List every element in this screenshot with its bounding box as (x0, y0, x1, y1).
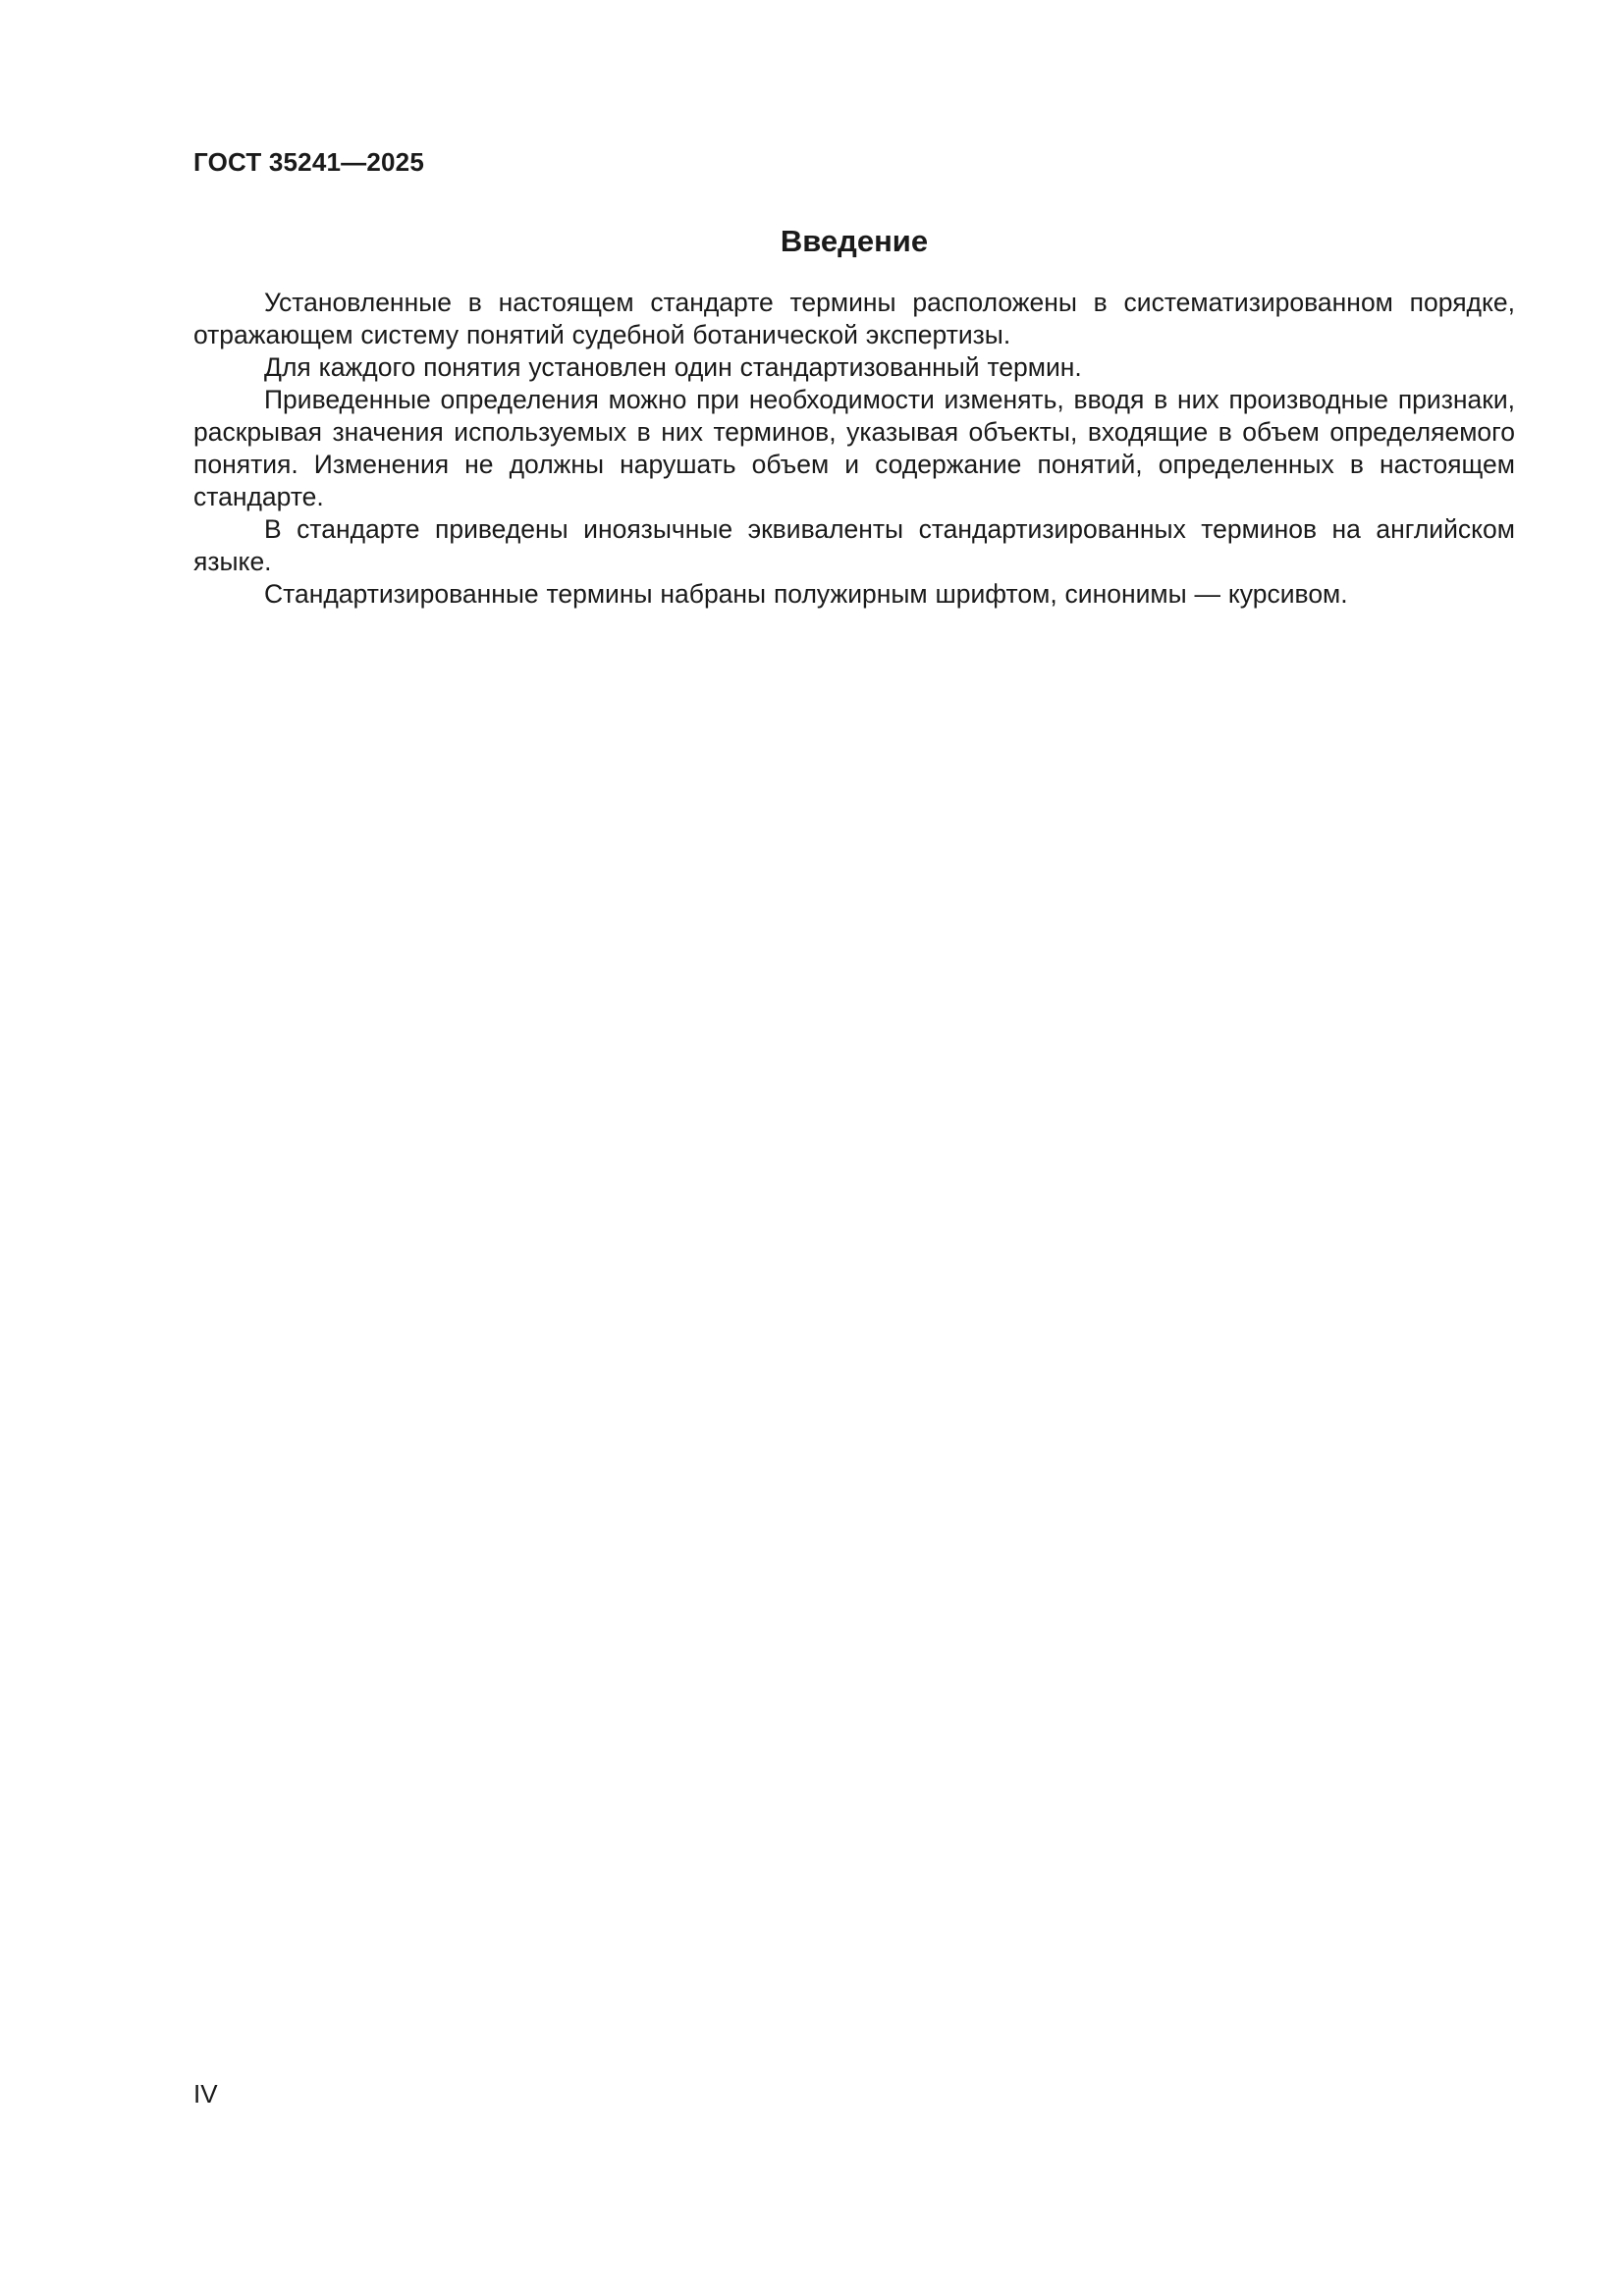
body-text (193, 287, 1515, 611)
paragraph: Для каждого понятия установлен один стандартизованный термин. (264, 352, 1082, 382)
paragraph: Стандартизированные термины набраны полужирным шрифтом, синонимы — курсивом. (264, 579, 1348, 609)
document-code: ГОСТ 35241—2025 (193, 147, 424, 177)
paragraph: Установленные в настоящем стандарте термины расположены в систематизированном порядке, отражающем систему понятий судебной ботанической экспертизы. (193, 288, 1515, 349)
page-number: IV (193, 2079, 218, 2109)
section-title: Введение (780, 224, 929, 258)
paragraph: Приведенные определения можно при необходимости изменять, вводя в них производные признаки, раскрывая значения используемых в них терминов, указывая объекты, входящие в объем определяемого понятия. Изменения не должны нарушать объем и содержание понятий, определенных в настоящем стандарте. (193, 385, 1515, 511)
paragraph: В стандарте приведены иноязычные эквиваленты стандартизированных терминов на английском языке. (193, 514, 1515, 576)
